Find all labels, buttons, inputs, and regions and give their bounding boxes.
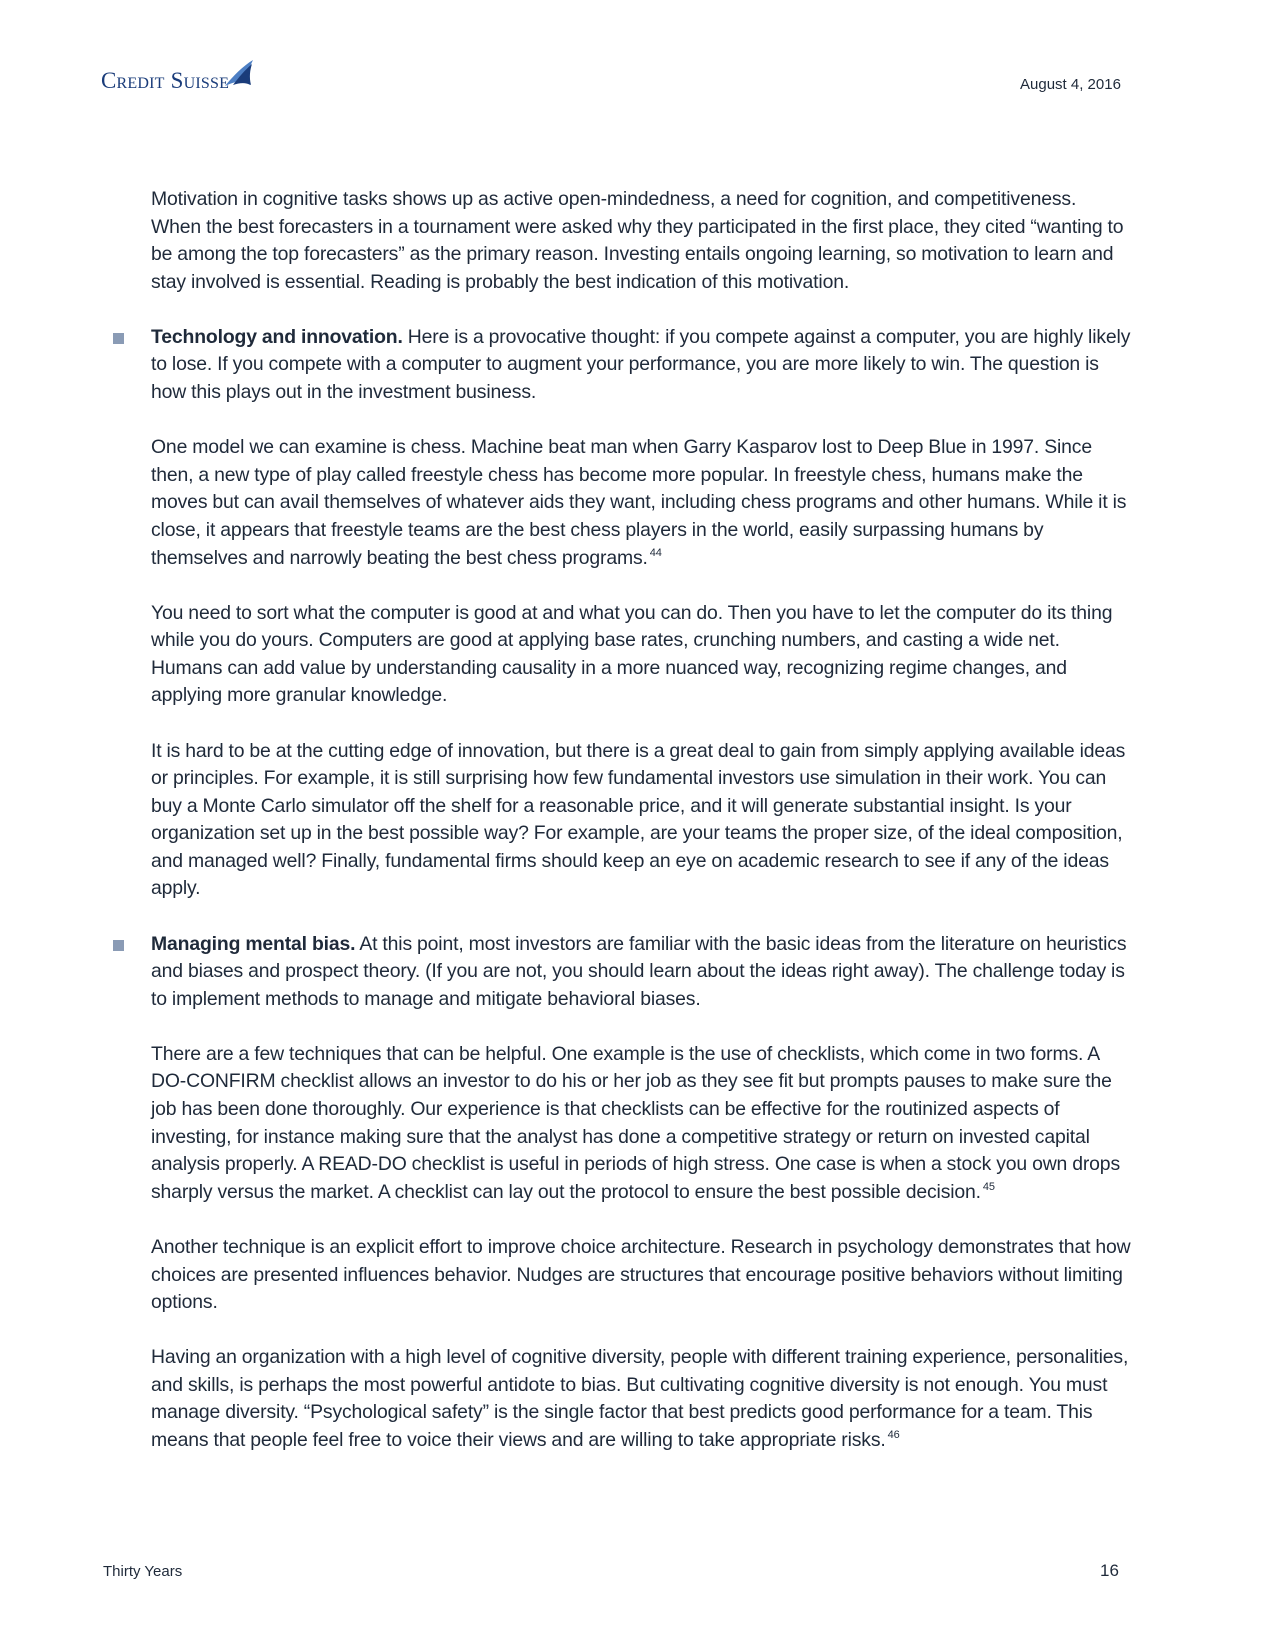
footnote-ref: 44 [649,546,662,559]
paragraph-choice-architecture: Another technique is an explicit effort to improve choice architecture. Research in psychology demonstrates that how choices are presented influences behavior. Nudges are structures that encourage positive behaviors without limiting options. [151,1235,1131,1314]
bullet-square-icon [113,940,124,951]
text-technology: Here is a provocative thought: if you compete against a computer, you are highly likely to lose. If you compete with a computer to augment your performance, you are more likely to win. The question is how this plays out in the investment business. [151,325,1131,404]
paragraph-motivation: Motivation in cognitive tasks shows up as active open-mindedness, a need for cognition, and competitiveness. When the best forecasters in a tournament were asked why they participated in the first place, they cited “wanting to be among the top forecasters” as the primary reason. Investing entails ongoing learning, so motivation to learn and stay involved is essential. Reading is probably the best indication of this motivation. [151,188,1124,293]
footer-title: Thirty Years [103,1563,183,1580]
bullet-item-technology [151,324,1131,407]
logo-text: Credit Suisse [101,68,230,93]
page-number: 16 [1100,1561,1119,1580]
bullet-square-icon [113,333,124,344]
paragraph-diversity [151,1344,1131,1454]
paragraph-checklists [151,1041,1131,1207]
header-date: August 4, 2016 [1020,76,1121,93]
paragraph-chess [151,434,1131,572]
text-chess: One model we can examine is chess. Machine beat man when Garry Kasparov lost to Deep Blue in 1997. Since then, a new type of play called freestyle chess has become more popular. In freestyle chess, humans make the moves but can avail themselves of whatever aids they want, including chess programs and other humans. While it is close, it appears that freestyle teams are the best chess players in the world, easily surpassing humans by themselves and narrowly beating the best chess programs. [151,436,1127,569]
text-diversity: Having an organization with a high level of cognitive diversity, people with different training experience, personalities, and skills, is perhaps the most powerful antidote to bias. But cultivating cognitive diversity is not enough. You must manage diversity. “Psychological safety” is the single factor that best predicts good performance for a team. This means that people feel free to voice their views and are willing to take appropriate risks. [151,1346,1129,1451]
credit-suisse-logo [101,58,257,92]
text-bias: At this point, most investors are familiar with the basic ideas from the literature on heuristics and biases and prospect theory. (If you are not, you should learn about the ideas right away). The challenge today is to implement methods to manage and mitigate behavioral biases. [151,932,1127,1010]
paragraph-computer: You need to sort what the computer is good at and what you can do. Then you have to let the computer do its thing while you do yours. Computers are good at applying base rates, crunching numbers, and casting a wide net. Humans can add value by understanding causality in a more nuanced way, recognizing regime changes, and applying more granular knowledge. [151,601,1113,707]
sail-icon [223,58,257,88]
paragraph-technology [151,324,1131,407]
footnote-ref: 45 [982,1180,995,1193]
paragraph-innovation: It is hard to be at the cutting edge of innovation, but there is a great deal to gain from simply applying available ideas or principles. For example, it is still surprising how few fundamental investors use simulation in their work. You can buy a Monte Carlo simulator off the shelf for a reasonable price, and it will generate substantial insight. Is your organization set up in the best possible way? For example, are your teams the proper size, of the ideal composition, and managed well? Finally, fundamental firms should keep an eye on academic research to see if any of the ideas apply. [151,739,1126,900]
text-checklists: There are a few techniques that can be helpful. One example is the use of checklists, which come in two forms. A DO-CONFIRM checklist allows an investor to do his or her job as they see fit but prompts pauses to make sure the job has been done thoroughly. Our experience is that checklists can be effective for the routinized aspects of investing, for instance making sure that the analyst has done a competitive strategy or return on invested capital analysis properly. A READ-DO checklist is useful in periods of high stress. One case is when a stock you own drops sharply versus the market. A checklist can lay out the protocol to ensure the best possible decision. [151,1042,1120,1203]
paragraph-bias [151,931,1131,1014]
heading-bias: Managing mental bias. [151,932,356,955]
footnote-ref: 46 [887,1428,900,1441]
document-body [151,186,1131,1482]
bullet-item-bias [151,931,1131,1014]
heading-technology: Technology and innovation. [151,325,403,348]
